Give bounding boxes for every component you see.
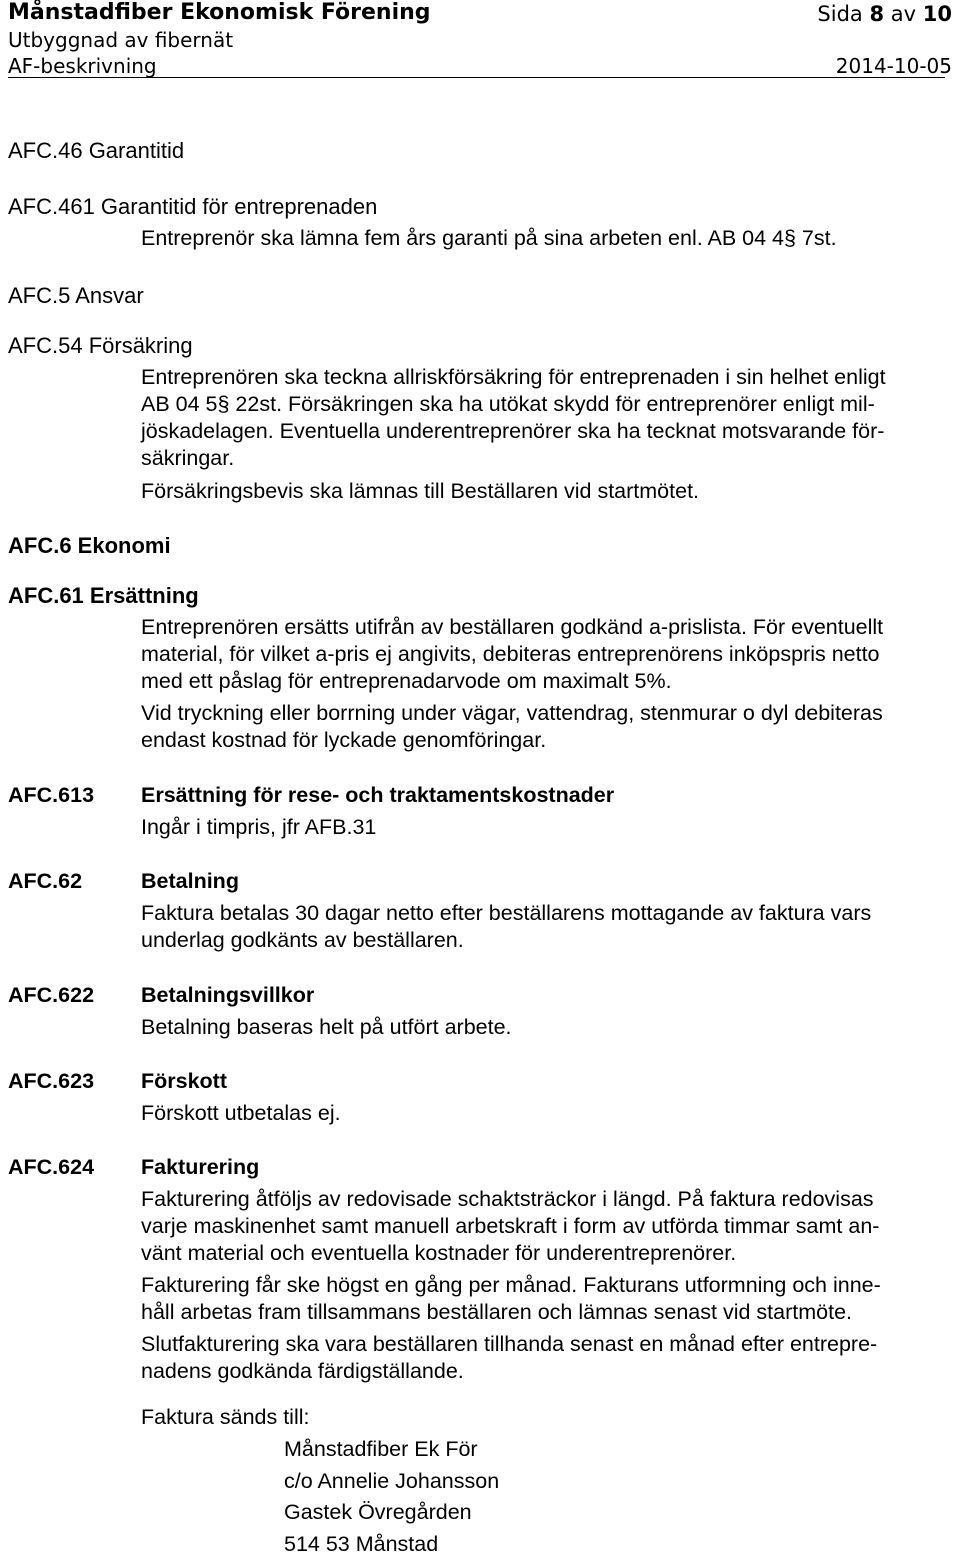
address-line: c/o Annelie Johansson [284,1466,499,1498]
heading-afc5: AFC.5 Ansvar [8,283,144,309]
title-afc624: Fakturering [141,1155,259,1180]
afc61-line: med ett påslag för entreprenadarvode om maximalt 5%. [141,668,883,695]
afc54-line: jöskadelagen. Eventuella underentreprenörer ska ha tecknat motsvarande för- [141,418,886,445]
afc61-line: Vid tryckning eller borrning under vägar, vattendrag, stenmurar o dyl debiteras [141,700,883,727]
heading-afc461: AFC.461 Garantitid för entreprenaden [8,194,377,220]
code-afc613: AFC.613 [8,783,94,808]
afc62-paragraph [141,900,871,954]
code-afc62: AFC.62 [8,869,82,894]
afc623-text: Förskott utbetalas ej. [141,1100,341,1127]
afc61-paragraph [141,614,883,695]
afc62-line: Faktura betalas 30 dagar netto efter beställarens mottagande av faktura vars [141,900,871,927]
afc61-line: Entreprenören ersätts utifrån av beställaren godkänd a-prislista. För eventuellt [141,614,883,641]
doc-type: AF-beskrivning [8,54,157,78]
afc61-line: material, för vilket a-pris ej angivits, debiteras entreprenörens inköpspris netto [141,641,883,668]
heading-afc54: AFC.54 Försäkring [8,333,193,359]
heading-afc46: AFC.46 Garantitid [8,138,184,164]
code-afc623: AFC.623 [8,1069,94,1094]
send-to-label: Faktura sänds till: [141,1404,309,1431]
afc624-line: Slutfakturering ska vara beställaren tillhanda senast en månad efter entrepre- [141,1331,877,1358]
afc624-line: nadens godkända färdigställande. [141,1358,877,1385]
heading-afc6: AFC.6 Ekonomi [8,533,171,559]
doc-date: 2014-10-05 [836,54,952,78]
address-line: 514 53 Månstad [284,1529,499,1560]
title-afc613: Ersättning för rese- och traktamentskostnader [141,783,614,808]
title-afc62: Betalning [141,869,239,894]
afc624-paragraph-3 [141,1331,877,1385]
org-name: Månstadfiber Ekonomisk Förening [8,0,431,25]
afc624-paragraph-2 [141,1272,881,1326]
afc62-line: underlag godkänts av beställaren. [141,927,871,954]
code-afc624: AFC.624 [8,1155,94,1180]
afc54-line: säkringar. [141,445,886,472]
afc624-paragraph-1 [141,1186,879,1267]
afc54-certificate-text: Försäkringsbevis ska lämnas till Beställaren vid startmötet. [141,478,699,505]
afc624-line: Fakturering får ske högst en gång per månad. Fakturans utformning och inne- [141,1272,881,1299]
invoice-address [284,1434,499,1560]
afc624-line: vänt material och eventuella kostnader för underentreprenörer. [141,1240,879,1267]
afc61-line: endast kostnad för lyckade genomföringar. [141,727,883,754]
afc61-paragraph-2 [141,700,883,754]
page-indicator [817,2,952,26]
afc624-line: Fakturering åtföljs av redovisade schaktsträckor i längd. På faktura redovisas [141,1186,879,1213]
afc624-line: håll arbetas fram tillsammans beställaren och lämnas senast vid startmöte. [141,1299,881,1326]
afc624-line: varje maskinenhet samt manuell arbetskraft i form av utförda timmar samt an- [141,1213,879,1240]
page-mid: av [891,2,916,26]
page-total: 10 [923,2,952,26]
code-afc622: AFC.622 [8,983,94,1008]
afc461-text: Entreprenör ska lämna fem års garanti på sina arbeten enl. AB 04 4§ 7st. [141,225,837,252]
afc54-line: AB 04 5§ 22st. Försäkringen ska ha utökat skydd för entreprenörer enligt mil- [141,391,886,418]
header-divider [8,77,945,78]
heading-afc61: AFC.61 Ersättning [8,583,199,609]
address-line: Gastek Övregården [284,1497,499,1529]
title-afc622: Betalningsvillkor [141,983,314,1008]
afc622-text: Betalning baseras helt på utfört arbete. [141,1014,512,1041]
title-afc623: Förskott [141,1069,227,1094]
afc54-paragraph [141,364,886,472]
afc54-line: Entreprenören ska teckna allriskförsäkring för entreprenaden i sin helhet enligt [141,364,886,391]
project-name: Utbyggnad av fibernät [8,28,233,52]
page-prefix: Sida [817,2,862,26]
page-number: 8 [869,2,884,26]
address-line: Månstadfiber Ek För [284,1434,499,1466]
afc613-text: Ingår i timpris, jfr AFB.31 [141,814,376,841]
